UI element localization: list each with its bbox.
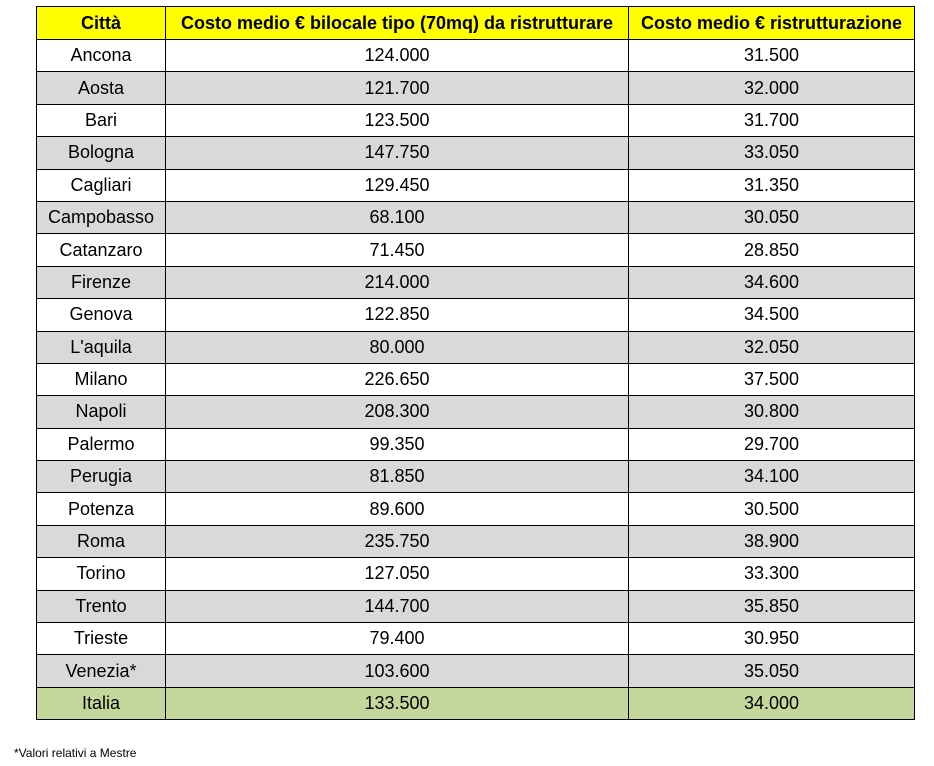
- city-cell: Aosta: [37, 72, 166, 104]
- renovation-cost-cell: 32.050: [629, 331, 915, 363]
- table-row: [37, 558, 915, 590]
- table-row: [37, 590, 915, 622]
- renovation-cost-cell: 30.800: [629, 396, 915, 428]
- header-row: [37, 7, 915, 40]
- table-row: [37, 623, 915, 655]
- apartment-cost-cell: 127.050: [166, 558, 629, 590]
- header-city: Città: [37, 7, 166, 40]
- apartment-cost-cell: 121.700: [166, 72, 629, 104]
- city-cell: Milano: [37, 363, 166, 395]
- table-row: [37, 363, 915, 395]
- apartment-cost-cell: 71.450: [166, 234, 629, 266]
- renovation-cost-cell: 33.300: [629, 558, 915, 590]
- city-cell: Roma: [37, 525, 166, 557]
- city-cell: Cagliari: [37, 169, 166, 201]
- city-cell: Bari: [37, 104, 166, 136]
- apartment-cost-cell: 68.100: [166, 201, 629, 233]
- renovation-cost-cell: 38.900: [629, 525, 915, 557]
- renovation-cost-cell: 31.500: [629, 40, 915, 72]
- table-row: [37, 104, 915, 136]
- total-city-cell: Italia: [37, 687, 166, 719]
- renovation-cost-cell: 29.700: [629, 428, 915, 460]
- renovation-cost-cell: 30.950: [629, 623, 915, 655]
- table-row: [37, 331, 915, 363]
- apartment-cost-cell: 81.850: [166, 461, 629, 493]
- apartment-cost-cell: 235.750: [166, 525, 629, 557]
- table-row: [37, 655, 915, 687]
- apartment-cost-cell: 89.600: [166, 493, 629, 525]
- apartment-cost-cell: 208.300: [166, 396, 629, 428]
- renovation-cost-cell: 34.100: [629, 461, 915, 493]
- renovation-cost-cell: 35.050: [629, 655, 915, 687]
- city-cell: Torino: [37, 558, 166, 590]
- city-cell: Campobasso: [37, 201, 166, 233]
- table-row: [37, 40, 915, 72]
- city-cell: Genova: [37, 299, 166, 331]
- table-row: [37, 525, 915, 557]
- table-row: [37, 266, 915, 298]
- city-cell: Catanzaro: [37, 234, 166, 266]
- total-row: [37, 687, 915, 719]
- apartment-cost-cell: 147.750: [166, 137, 629, 169]
- renovation-cost-cell: 35.850: [629, 590, 915, 622]
- city-cell: Trieste: [37, 623, 166, 655]
- total-renovation-cost-cell: 34.000: [629, 687, 915, 719]
- renovation-cost-cell: 28.850: [629, 234, 915, 266]
- city-cell: Potenza: [37, 493, 166, 525]
- renovation-cost-cell: 34.600: [629, 266, 915, 298]
- renovation-cost-cell: 30.500: [629, 493, 915, 525]
- city-cell: Venezia*: [37, 655, 166, 687]
- apartment-cost-cell: 79.400: [166, 623, 629, 655]
- city-cell: Napoli: [37, 396, 166, 428]
- footnote: *Valori relativi a Mestre: [14, 746, 137, 760]
- header-renovation-cost: Costo medio € ristrutturazione: [629, 7, 915, 40]
- city-cell: L'aquila: [37, 331, 166, 363]
- table-row: [37, 169, 915, 201]
- renovation-cost-cell: 33.050: [629, 137, 915, 169]
- apartment-cost-cell: 214.000: [166, 266, 629, 298]
- table-row: [37, 137, 915, 169]
- header-apartment-cost: Costo medio € bilocale tipo (70mq) da ristrutturare: [166, 7, 629, 40]
- renovation-cost-cell: 37.500: [629, 363, 915, 395]
- apartment-cost-cell: 122.850: [166, 299, 629, 331]
- apartment-cost-cell: 144.700: [166, 590, 629, 622]
- table-row: [37, 461, 915, 493]
- table-row: [37, 396, 915, 428]
- apartment-cost-cell: 226.650: [166, 363, 629, 395]
- apartment-cost-cell: 124.000: [166, 40, 629, 72]
- city-cell: Bologna: [37, 137, 166, 169]
- apartment-cost-cell: 80.000: [166, 331, 629, 363]
- apartment-cost-cell: 103.600: [166, 655, 629, 687]
- city-cell: Ancona: [37, 40, 166, 72]
- renovation-cost-cell: 32.000: [629, 72, 915, 104]
- total-apartment-cost-cell: 133.500: [166, 687, 629, 719]
- city-cell: Perugia: [37, 461, 166, 493]
- table-row: [37, 201, 915, 233]
- table-row: [37, 493, 915, 525]
- renovation-cost-cell: 30.050: [629, 201, 915, 233]
- table-row: [37, 234, 915, 266]
- table-row: [37, 299, 915, 331]
- cost-table: [36, 6, 915, 720]
- apartment-cost-cell: 129.450: [166, 169, 629, 201]
- apartment-cost-cell: 123.500: [166, 104, 629, 136]
- table-row: [37, 72, 915, 104]
- city-cell: Trento: [37, 590, 166, 622]
- renovation-cost-cell: 31.350: [629, 169, 915, 201]
- renovation-cost-cell: 31.700: [629, 104, 915, 136]
- city-cell: Firenze: [37, 266, 166, 298]
- table-row: [37, 428, 915, 460]
- city-cell: Palermo: [37, 428, 166, 460]
- apartment-cost-cell: 99.350: [166, 428, 629, 460]
- renovation-cost-cell: 34.500: [629, 299, 915, 331]
